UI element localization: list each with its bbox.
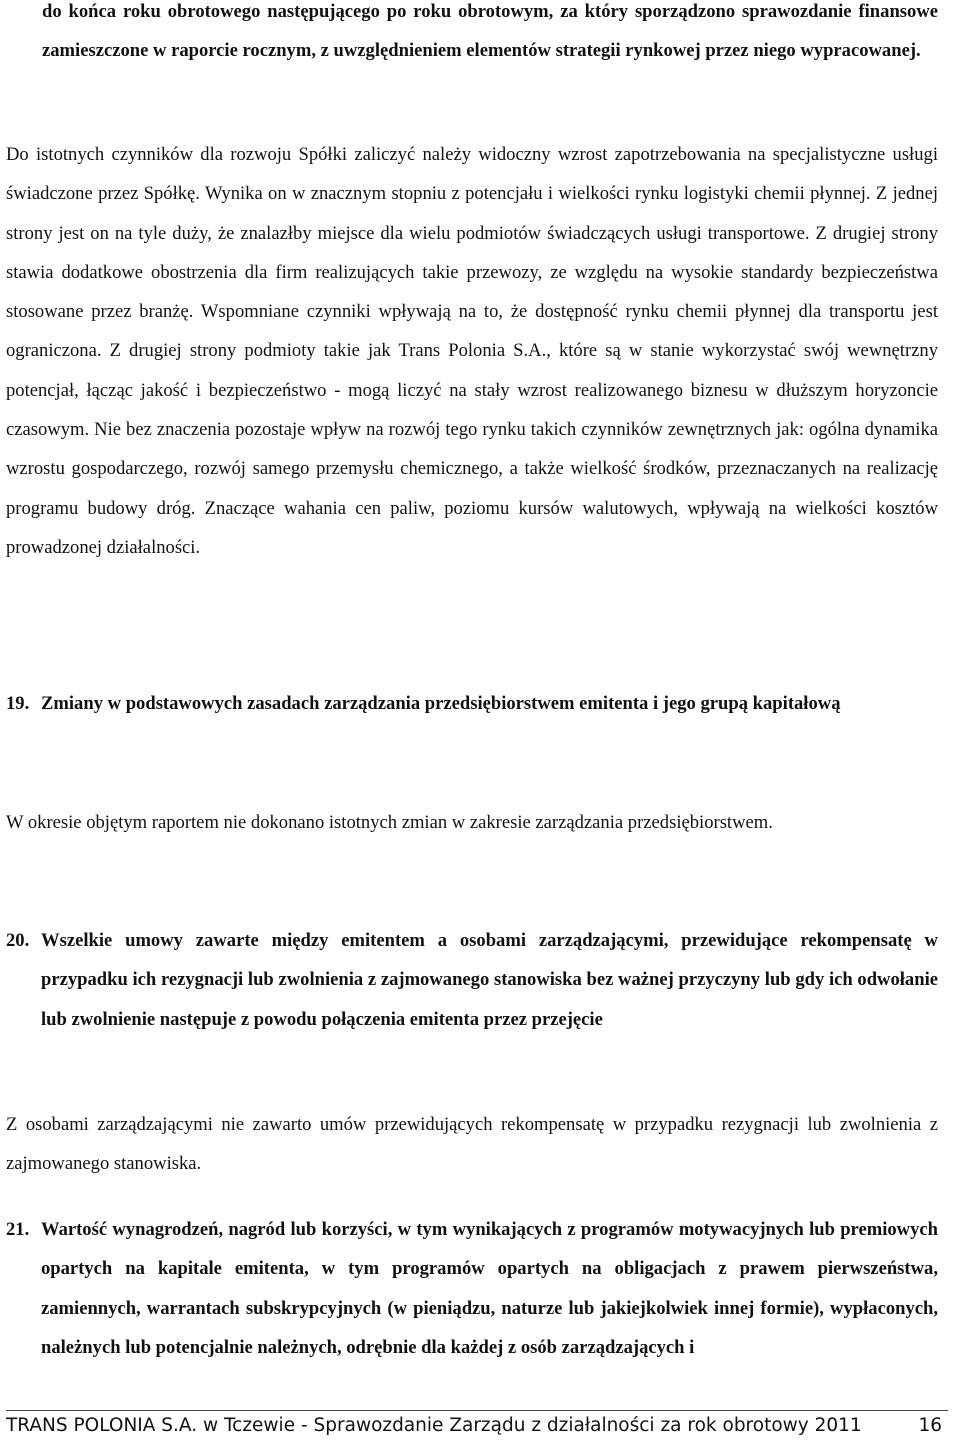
section-19-heading: [6, 684, 938, 723]
footer-text: TRANS POLONIA S.A. w Tczewie - Sprawozdanie Zarządu z działalności za rok obrotowy 2011: [6, 1415, 862, 1436]
section-19-body: W okresie objętym raportem nie dokonano istotnych zmian w zakresie zarządzania przedsiębiorstwem.: [6, 812, 773, 833]
paragraph-growth-factors: Do istotnych czynników dla rozwoju Spółki zaliczyć należy widoczny wzrost zapotrzebowania na specjalistyczne usługi świadczone przez Spółkę. Wynika on w znacznym stopniu z potencjału i wielkości rynku logistyki chemii płynnej. Z jednej strony jest on na tyle duży, że znalazłby miejsce dla wielu podmiotów świadczących usługi transportowe. Z drugiej strony stawia dodatkowe obostrzenia dla firm realizujących takie przewozy, ze względu na wysokie standardy bezpieczeństwa stosowane przez branżę. Wspomniane czynniki wpływają na to, że dostępność rynku chemii płynnej dla transportu jest ograniczona. Z drugiej strony podmioty takie jak Trans Polonia S.A., które są w stanie wykorzystać swój wewnętrzny potencjał, łącząc jakość i bezpieczeństwo - mogą liczyć na stały wzrost realizowanego biznesu w dłuższym horyzoncie czasowym. Nie bez znaczenia pozostaje wpływ na rozwój tego rynku takich czynników zewnętrznych jak: ogólna dynamika wzrostu gospodarczego, rozwój samego przemysłu chemicznego, a także wielkość środków, przeznaczanych na realizację programu budowy dróg. Znaczące wahania cen paliw, poziomu kursów walutowych, wpływają na wielkości kosztów prowadzonej działalności.: [6, 144, 938, 558]
section-19-number: 19.: [6, 693, 30, 714]
section-19-title: Zmiany w podstawowych zasadach zarządzania przedsiębiorstwem emitenta i jego grupą kapitałową: [41, 693, 841, 714]
page-number: 16: [918, 1415, 942, 1436]
section-20-heading: [6, 921, 938, 1039]
section-21-number: 21.: [6, 1219, 30, 1240]
intro-paragraph: do końca roku obrotowego następującego po roku obrotowym, za który sporządzono sprawozdanie finansowe zamieszczone w raporcie rocznym, z uwzględnieniem elementów strategii rynkowej przez niego wypracowanej.: [42, 1, 938, 62]
section-20-body: Z osobami zarządzającymi nie zawarto umów przewidujących rekompensatę w przypadku rezygnacji lub zwolnienia z zajmowanego stanowiska.: [6, 1114, 938, 1175]
section-20-number: 20.: [6, 930, 30, 951]
page-footer: [6, 1410, 948, 1441]
section-20-title: Wszelkie umowy zawarte między emitentem a osobami zarządzającymi, przewidujące rekompensatę w przypadku ich rezygnacji lub zwolnienia z zajmowanego stanowiska bez ważnej przyczyny lub gdy ich odwołanie lub zwolnienie następuje z powodu połączenia emitenta przez przejęcie: [41, 930, 938, 1030]
section-21-title: Wartość wynagrodzeń, nagród lub korzyści, w tym wynikających z programów motywacyjnych lub premiowych opartych na kapitale emitenta, w tym programów opartych na obligacjach z prawem pierwszeństwa, zamiennych, warrantach subskrypcyjnych (w pieniądzu, naturze lub jakiejkolwiek innej formie), wypłaconych, należnych lub potencjalnie należnych, odrębnie dla każdej z osób zarządzających i: [41, 1219, 938, 1358]
section-21-heading: [6, 1210, 938, 1367]
